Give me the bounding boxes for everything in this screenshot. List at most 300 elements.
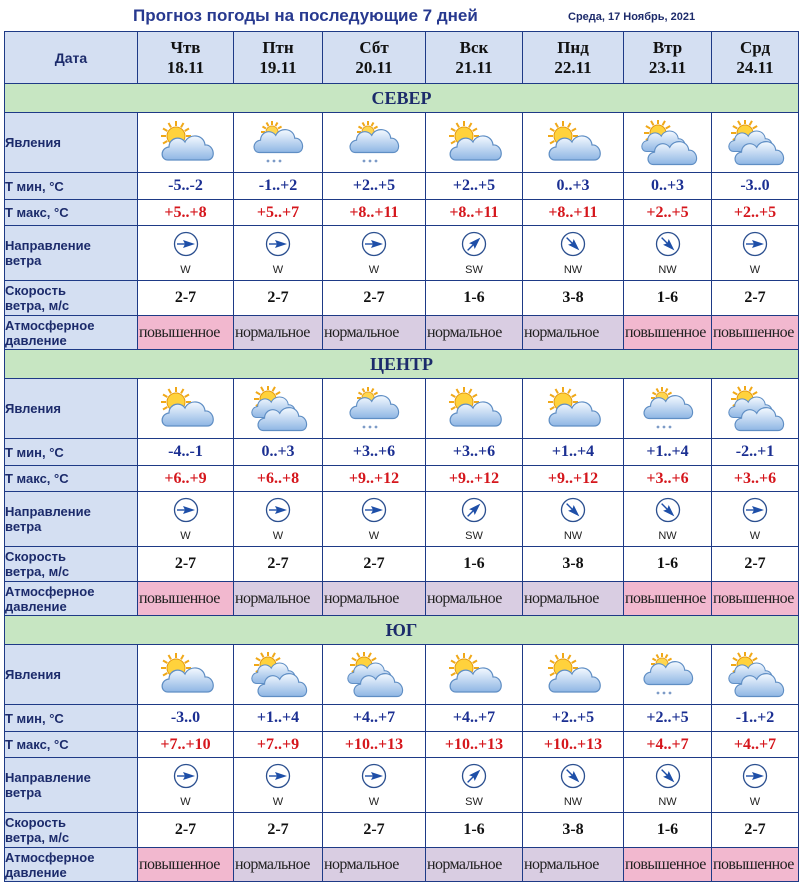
wind-direction-row [5, 758, 799, 813]
sun-heavy-clouds-icon [234, 652, 322, 698]
phenomena-cell [323, 379, 426, 439]
wind-speed-label-text: ветра, м/с [5, 830, 70, 845]
wind-direction-cell [523, 492, 624, 547]
tmax-value: +9..+12 [426, 466, 523, 492]
sun-heavy-clouds-icon [234, 386, 322, 432]
wind-direction-cell [426, 758, 523, 813]
wind-direction-label [5, 226, 138, 281]
tmin-value: -1..+2 [234, 173, 323, 200]
phenomena-row [5, 379, 799, 439]
wind-direction-text: W [368, 795, 380, 808]
day-name: Сбт [359, 37, 389, 57]
tmax-value: +7..+9 [234, 732, 323, 758]
compass-arrow-icon [560, 231, 586, 262]
pressure-value: нормальное [426, 848, 523, 882]
wind-direction-cell [234, 758, 323, 813]
wind-speed-value: 1-6 [624, 281, 712, 316]
wind-direction-text: NW [563, 263, 583, 276]
partly-cloudy-icon [138, 120, 233, 166]
phenomena-cell [712, 379, 799, 439]
wind-direction [138, 763, 233, 808]
tmin-row [5, 439, 799, 466]
tmax-row [5, 200, 799, 226]
cloudy-light-snow-icon [323, 386, 425, 432]
wind-direction-cell [323, 758, 426, 813]
tmax-row [5, 466, 799, 492]
wind-direction [138, 231, 233, 276]
wind-speed-value: 2-7 [323, 281, 426, 316]
day-name: Пнд [557, 37, 589, 57]
wind-direction-text: NW [658, 529, 677, 542]
phenomena-cell [323, 645, 426, 705]
day-name: Вск [459, 37, 489, 57]
tmin-label-text: Т мин, °С [5, 178, 64, 194]
phenomena-row [5, 113, 799, 173]
header-row [5, 32, 799, 84]
wind-direction-text: W [749, 795, 761, 808]
wind-direction-cell [426, 226, 523, 281]
tmax-value: +10..+13 [523, 732, 624, 758]
tmin-value: -4..-1 [138, 439, 234, 466]
day-name: Птн [262, 37, 294, 57]
pressure-value: нормальное [426, 582, 523, 616]
tmin-row [5, 705, 799, 732]
tmax-value: +8..+11 [323, 200, 426, 226]
wind-direction-row [5, 226, 799, 281]
tmax-label-text: Т макс, °С [5, 471, 69, 486]
wind-direction [426, 231, 522, 276]
wind-direction-cell [323, 226, 426, 281]
phenomena-cell [323, 113, 426, 173]
partly-cloudy-icon [138, 652, 233, 698]
tmin-value: 0..+3 [523, 173, 624, 200]
phenomena-cell [624, 379, 712, 439]
day-date: 19.11 [259, 57, 297, 77]
region-name: ЦЕНТР [5, 350, 799, 379]
phenomena-cell [523, 113, 624, 173]
current-date: Среда, 17 Ноябрь, 2021 [568, 11, 696, 23]
phenomena-row [5, 645, 799, 705]
pressure-value: нормальное [234, 848, 323, 882]
partly-cloudy-icon [426, 652, 522, 698]
tmax-label [5, 466, 138, 492]
pressure-value: повышенное [712, 316, 799, 350]
pressure-value: нормальное [523, 316, 624, 350]
wind-direction-text: NW [563, 529, 583, 542]
compass-arrow-icon [560, 763, 586, 794]
day-header [426, 32, 523, 84]
wind-direction-cell [138, 758, 234, 813]
compass-arrow-icon [173, 231, 199, 262]
phenomena-cell [426, 379, 523, 439]
pressure-label [5, 848, 138, 882]
day-date: 22.11 [554, 57, 592, 77]
wind-direction-text: W [180, 263, 191, 276]
phenomena-cell [523, 645, 624, 705]
wind-direction-label-text: ветра [5, 253, 42, 268]
pressure-value: повышенное [624, 582, 712, 616]
compass-arrow-icon [361, 231, 387, 262]
wind-direction [712, 497, 798, 542]
wind-speed-row [5, 281, 799, 316]
sun-heavy-clouds-icon [712, 652, 798, 698]
tmin-value: +4..+7 [426, 705, 523, 732]
wind-speed-value: 2-7 [323, 813, 426, 848]
phenomena-cell [234, 379, 323, 439]
tmin-row [5, 173, 799, 200]
phenomena-cell [624, 113, 712, 173]
wind-direction-label-text: ветра [5, 785, 42, 800]
compass-arrow-icon [742, 763, 768, 794]
pressure-value: нормальное [523, 582, 624, 616]
partly-cloudy-icon [523, 386, 623, 432]
region-name: СЕВЕР [5, 84, 799, 113]
wind-speed-value: 1-6 [426, 281, 523, 316]
day-header [624, 32, 712, 84]
wind-speed-label [5, 813, 138, 848]
day-name: Втр [652, 37, 683, 57]
tmax-value: +8..+11 [426, 200, 523, 226]
wind-direction [624, 231, 711, 276]
wind-speed-value: 2-7 [712, 547, 799, 582]
wind-direction [234, 231, 322, 276]
day-date: 18.11 [166, 57, 205, 77]
wind-speed-label-text: ветра, м/с [5, 298, 70, 313]
wind-direction [234, 497, 322, 542]
wind-direction-label-text: ветра [5, 519, 42, 534]
day-header [523, 32, 624, 84]
pressure-row [5, 316, 799, 350]
tmin-value: -5..-2 [138, 173, 234, 200]
region-name: ЮГ [5, 616, 799, 645]
wind-direction-cell [234, 492, 323, 547]
wind-direction-text: W [749, 263, 761, 276]
wind-direction-text: SW [465, 263, 483, 276]
tmax-value: +9..+12 [523, 466, 624, 492]
wind-direction-cell [712, 226, 799, 281]
tmax-value: +6..+8 [234, 466, 323, 492]
wind-direction-label [5, 758, 138, 813]
pressure-value: повышенное [138, 582, 234, 616]
phenomena-cell [426, 113, 523, 173]
wind-speed-value: 3-8 [523, 547, 624, 582]
phenomena-cell [234, 113, 323, 173]
wind-direction-text: W [368, 263, 380, 276]
tmin-value: +2..+5 [523, 705, 624, 732]
wind-direction-text: W [749, 529, 761, 542]
wind-speed-value: 2-7 [138, 281, 234, 316]
page-title: Прогноз погоды на последующие 7 дней [133, 6, 478, 25]
region-header-row [5, 350, 799, 379]
compass-arrow-icon [265, 763, 291, 794]
wind-speed-label-text: Скорость [5, 549, 66, 564]
wind-direction [624, 497, 711, 542]
compass-arrow-icon [461, 231, 487, 262]
wind-speed-value: 2-7 [138, 813, 234, 848]
sun-heavy-clouds-icon [624, 120, 711, 166]
wind-direction-text: NW [563, 795, 583, 808]
pressure-value: нормальное [234, 582, 323, 616]
wind-direction-text: SW [465, 529, 483, 542]
wind-speed-value: 2-7 [712, 813, 799, 848]
wind-speed-label [5, 547, 138, 582]
wind-direction-text: NW [658, 795, 677, 808]
pressure-label-text: давление [5, 332, 67, 348]
phenomena-label-text: Явления [5, 401, 61, 416]
wind-speed-label [5, 281, 138, 316]
compass-arrow-icon [655, 763, 681, 794]
wind-speed-value: 2-7 [234, 281, 323, 316]
tmin-value: +2..+5 [323, 173, 426, 200]
wind-speed-row [5, 813, 799, 848]
compass-arrow-icon [461, 763, 487, 794]
region-header-row [5, 616, 799, 645]
wind-direction-cell [523, 226, 624, 281]
wind-direction-text: NW [658, 263, 677, 276]
day-date: 21.11 [455, 57, 493, 77]
wind-speed-value: 2-7 [323, 547, 426, 582]
pressure-label-text: Атмосферное [5, 583, 95, 599]
pressure-label-text: Атмосферное [5, 849, 95, 865]
wind-direction-cell [234, 226, 323, 281]
header-label: Дата [5, 32, 138, 84]
tmin-value: 0..+3 [624, 173, 712, 200]
phenomena-cell [138, 113, 234, 173]
partly-cloudy-icon [426, 120, 522, 166]
wind-direction-cell [624, 226, 712, 281]
pressure-value: повышенное [138, 848, 234, 882]
tmax-value: +3..+6 [624, 466, 712, 492]
phenomena-label-text: Явления [5, 135, 61, 150]
wind-direction-cell [712, 492, 799, 547]
partly-cloudy-icon [523, 120, 623, 166]
partly-cloudy-icon [426, 386, 522, 432]
tmin-value: 0..+3 [234, 439, 323, 466]
tmin-label [5, 439, 138, 466]
wind-direction [712, 763, 798, 808]
wind-direction-cell [138, 492, 234, 547]
tmin-value: +1..+4 [624, 439, 712, 466]
day-name: Чтв [170, 37, 201, 57]
region-header-row [5, 84, 799, 113]
wind-direction [712, 231, 798, 276]
wind-speed-row [5, 547, 799, 582]
sun-heavy-clouds-icon [712, 120, 798, 166]
wind-direction-cell [426, 492, 523, 547]
tmax-value: +10..+13 [323, 732, 426, 758]
cloudy-light-snow-icon [624, 386, 711, 432]
pressure-label [5, 582, 138, 616]
day-date: 20.11 [355, 57, 393, 77]
tmin-value: +2..+5 [426, 173, 523, 200]
wind-direction-cell [523, 758, 624, 813]
day-header [234, 32, 323, 84]
phenomena-cell [624, 645, 712, 705]
wind-direction [523, 763, 623, 808]
wind-direction-row [5, 492, 799, 547]
tmax-value: +7..+10 [138, 732, 234, 758]
wind-direction [523, 497, 623, 542]
compass-arrow-icon [173, 497, 199, 528]
wind-speed-label-text: Скорость [5, 283, 66, 298]
tmax-label-text: Т макс, °С [5, 737, 69, 752]
wind-direction [426, 497, 522, 542]
partly-cloudy-icon [138, 386, 233, 432]
wind-speed-value: 2-7 [234, 547, 323, 582]
tmax-value: +6..+9 [138, 466, 234, 492]
compass-arrow-icon [265, 497, 291, 528]
tmax-value: +4..+7 [624, 732, 712, 758]
sun-heavy-clouds-icon [323, 652, 425, 698]
pressure-label [5, 316, 138, 350]
wind-speed-value: 3-8 [523, 813, 624, 848]
day-date: 24.11 [736, 57, 774, 77]
cloudy-light-snow-icon [624, 652, 711, 698]
wind-direction-text: W [272, 529, 284, 542]
tmin-value: -1..+2 [712, 705, 799, 732]
wind-speed-value: 1-6 [624, 813, 712, 848]
tmin-value: -3..0 [138, 705, 234, 732]
wind-speed-value: 2-7 [712, 281, 799, 316]
wind-direction-label [5, 492, 138, 547]
phenomena-cell [138, 379, 234, 439]
wind-speed-value: 2-7 [234, 813, 323, 848]
wind-speed-value: 3-8 [523, 281, 624, 316]
phenomena-cell [426, 645, 523, 705]
pressure-value: нормальное [323, 582, 426, 616]
title-bar [0, 0, 800, 30]
wind-direction-text: W [272, 795, 284, 808]
tmin-value: -2..+1 [712, 439, 799, 466]
tmax-label [5, 200, 138, 226]
compass-arrow-icon [655, 497, 681, 528]
tmin-value: +2..+5 [624, 705, 712, 732]
wind-direction [234, 763, 322, 808]
wind-direction-cell [138, 226, 234, 281]
phenomena-cell [712, 645, 799, 705]
tmin-label [5, 705, 138, 732]
wind-direction-label-text: Направление [5, 238, 91, 253]
tmin-value: +4..+7 [323, 705, 426, 732]
wind-speed-value: 2-7 [138, 547, 234, 582]
cloudy-light-snow-icon [323, 120, 425, 166]
tmin-value: +3..+6 [426, 439, 523, 466]
phenomena-cell [138, 645, 234, 705]
tmin-value: -3..0 [712, 173, 799, 200]
wind-direction [523, 231, 623, 276]
cloudy-light-snow-icon [234, 120, 322, 166]
day-header [323, 32, 426, 84]
wind-direction-text: W [272, 263, 284, 276]
pressure-label-text: давление [5, 598, 67, 614]
wind-direction [323, 497, 425, 542]
day-header [712, 32, 799, 84]
tmin-label [5, 173, 138, 200]
phenomena-label [5, 113, 138, 173]
phenomena-label [5, 379, 138, 439]
tmax-value: +5..+7 [234, 200, 323, 226]
pressure-label-text: Атмосферное [5, 317, 95, 333]
wind-direction-text: SW [465, 795, 483, 808]
tmax-value: +10..+13 [426, 732, 523, 758]
wind-direction-cell [624, 758, 712, 813]
pressure-value: нормальное [323, 848, 426, 882]
wind-direction [138, 497, 233, 542]
wind-speed-value: 1-6 [426, 813, 523, 848]
compass-arrow-icon [742, 497, 768, 528]
compass-arrow-icon [560, 497, 586, 528]
sun-heavy-clouds-icon [712, 386, 798, 432]
wind-direction-cell [323, 492, 426, 547]
compass-arrow-icon [655, 231, 681, 262]
tmax-value: +5..+8 [138, 200, 234, 226]
tmax-label-text: Т макс, °С [5, 205, 69, 220]
pressure-label-text: давление [5, 864, 67, 880]
tmax-value: +8..+11 [523, 200, 624, 226]
pressure-value: нормальное [234, 316, 323, 350]
tmax-value: +4..+7 [712, 732, 799, 758]
wind-direction-text: W [180, 529, 191, 542]
pressure-row [5, 582, 799, 616]
tmax-value: +3..+6 [712, 466, 799, 492]
wind-direction-label-text: Направление [5, 504, 91, 519]
day-header [138, 32, 234, 84]
compass-arrow-icon [461, 497, 487, 528]
phenomena-label-text: Явления [5, 667, 61, 682]
wind-direction [624, 763, 711, 808]
wind-direction-cell [712, 758, 799, 813]
day-date: 23.11 [648, 57, 687, 77]
pressure-value: повышенное [712, 582, 799, 616]
tmin-label-text: Т мин, °С [5, 710, 64, 726]
wind-direction [426, 763, 522, 808]
tmin-value: +1..+4 [523, 439, 624, 466]
wind-speed-label-text: ветра, м/с [5, 564, 70, 579]
day-name: Срд [739, 37, 771, 57]
phenomena-cell [523, 379, 624, 439]
tmin-value: +3..+6 [323, 439, 426, 466]
wind-direction-label-text: Направление [5, 770, 91, 785]
tmax-value: +2..+5 [624, 200, 712, 226]
wind-speed-label-text: Скорость [5, 815, 66, 830]
wind-speed-value: 1-6 [426, 547, 523, 582]
tmax-row [5, 732, 799, 758]
wind-direction-text: W [368, 529, 380, 542]
compass-arrow-icon [173, 763, 199, 794]
phenomena-label [5, 645, 138, 705]
pressure-value: нормальное [426, 316, 523, 350]
wind-speed-value: 1-6 [624, 547, 712, 582]
pressure-value: повышенное [712, 848, 799, 882]
compass-arrow-icon [361, 763, 387, 794]
tmax-value: +2..+5 [712, 200, 799, 226]
wind-direction-text: W [180, 795, 191, 808]
pressure-value: нормальное [523, 848, 624, 882]
pressure-value: повышенное [138, 316, 234, 350]
compass-arrow-icon [265, 231, 291, 262]
compass-arrow-icon [361, 497, 387, 528]
pressure-value: повышенное [624, 848, 712, 882]
wind-direction [323, 763, 425, 808]
pressure-value: повышенное [624, 316, 712, 350]
phenomena-cell [234, 645, 323, 705]
wind-direction-cell [624, 492, 712, 547]
tmax-value: +9..+12 [323, 466, 426, 492]
tmin-value: +1..+4 [234, 705, 323, 732]
pressure-value: нормальное [323, 316, 426, 350]
tmax-label [5, 732, 138, 758]
partly-cloudy-icon [523, 652, 623, 698]
